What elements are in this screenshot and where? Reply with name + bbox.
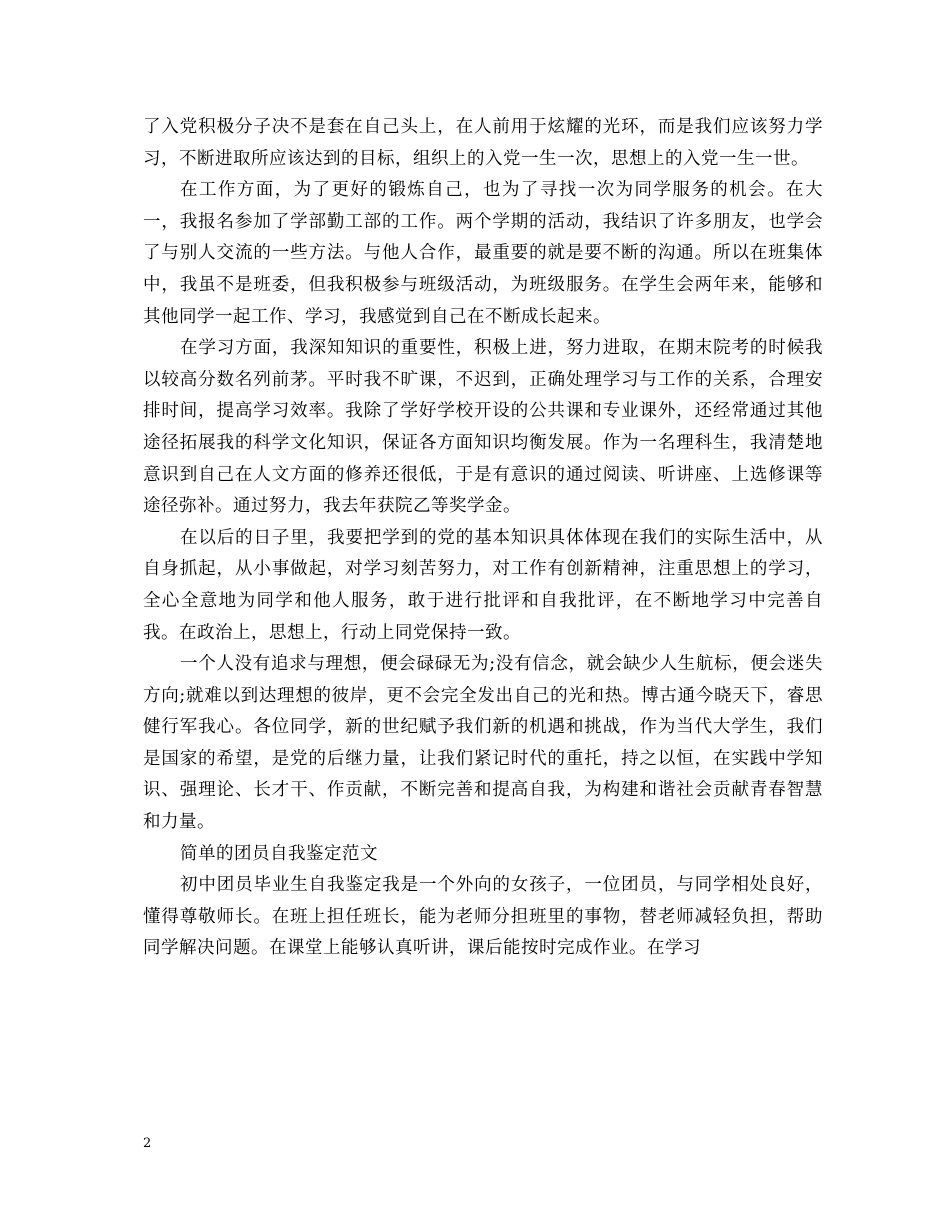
- paragraph-1: 了入党积极分子决不是套在自己头上，在人前用于炫耀的光环，而是我们应该努力学习，不断进取所应该达到的目标，组织上的入党一生一次，思想上的入党一生一世。: [143, 117, 823, 169]
- document-body: [143, 112, 823, 965]
- paragraph-4: 在以后的日子里，我要把学到的党的基本知识具体体现在我们的实际生活中，从自身抓起，从小事做起，对学习刻苦努力，对工作有创新精神，注重思想上的学习，全心全意地为同学和他人服务，敢于进行批评和自我批评，在不断地学习中完善自我。在政治上，思想上，行动上同党保持一致。: [143, 527, 823, 643]
- section-heading: 简单的团员自我鉴定范文: [180, 843, 378, 864]
- paragraph-5: 一个人没有追求与理想，便会碌碌无为;没有信念，就会缺少人生航标，便会迷失方向;就难以到达理想的彼岸，更不会完全发出自己的光和热。博古通今晓天下，睿思健行军我心。各位同学，新的世纪赋予我们新的机遇和挑战，作为当代大学生，我们是国家的希望，是党的后继力量，让我们紧记时代的重托，持之以恒，在实践中学知识、强理论、长才干、作贡献，不断完善和提高自我，为构建和谐社会贡献青春智慧和力量。: [143, 654, 823, 833]
- page-number: 2: [143, 1136, 152, 1151]
- paragraph-7: 初中团员毕业生自我鉴定我是一个外向的女孩子，一位团员，与同学相处良好，懂得尊敬师长。在班上担任班长，能为老师分担班里的事物，替老师减轻负担，帮助同学解决问题。在课堂上能够认真听讲，课后能按时完成作业。在学习: [143, 875, 823, 959]
- paragraph-3: 在学习方面，我深知知识的重要性，积极上进，努力进取，在期末院考的时候我以较高分数名列前茅。平时我不旷课，不迟到，正确处理学习与工作的关系，合理安排时间，提高学习效率。我除了学好学校开设的公共课和专业课外，还经常通过其他途径拓展我的科学文化知识，保证各方面知识均衡发展。作为一名理科生，我清楚地意识到自己在人文方面的修养还很低，于是有意识的通过阅读、听讲座、上选修课等途径弥补。通过努力，我去年获院乙等奖学金。: [143, 338, 823, 517]
- paragraph-2: 在工作方面，为了更好的锻炼自己，也为了寻找一次为同学服务的机会。在大一，我报名参加了学部勤工部的工作。两个学期的活动，我结识了许多朋友，也学会了与别人交流的一些方法。与他人合作，最重要的就是要不断的沟通。所以在班集体中，我虽不是班委，但我积极参与班级活动，为班级服务。在学生会两年来，能够和其他同学一起工作、学习，我感觉到自己在不断成长起来。: [143, 180, 823, 327]
